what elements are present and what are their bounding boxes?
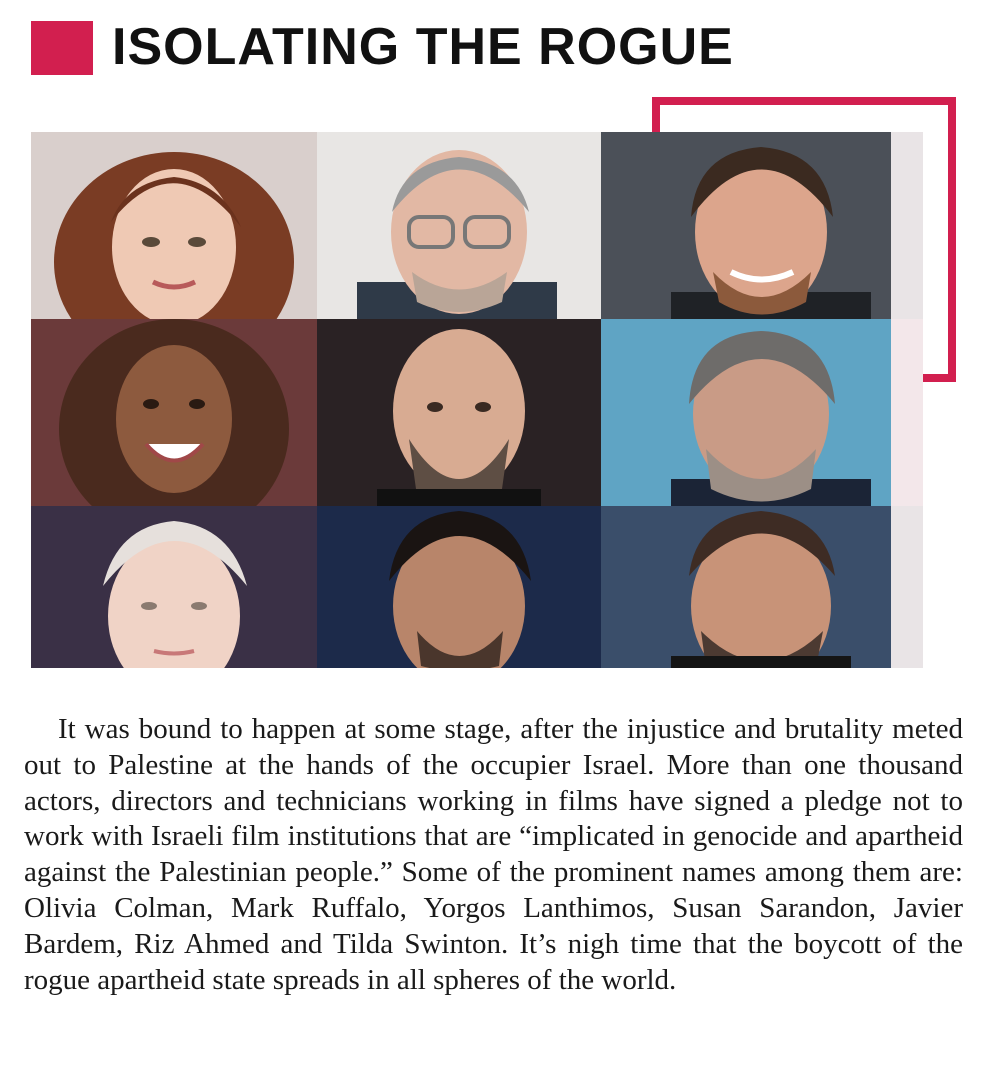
photo-collage — [31, 132, 923, 668]
portrait-photo-6 — [601, 319, 923, 506]
portrait-photo-7 — [31, 506, 317, 668]
portrait-photo-1 — [31, 132, 317, 319]
portrait-photo-9 — [601, 506, 923, 668]
article-body: It was bound to happen at some stage, after the injustice and brutality meted out to Palestine at the hands of the occupier Israel. More than one thousand actors, directors and technicians working in films have signed a pledge not to work with Israeli film institutions that are “implicated in genocide and apartheid against the Palestinian people.” Some of the prominent names among them are: Olivia Colman, Mark Ruffalo, Yorgos Lanthimos, Susan Sarandon, Javier Bardem, Riz Ahmed and Tilda Swinton. It’s nigh time that the boycott of the rogue apartheid state spreads in all spheres of the world. — [24, 713, 963, 996]
portrait-photo-2 — [317, 132, 601, 319]
portrait-photo-3 — [601, 132, 923, 319]
headline-accent-square — [31, 21, 93, 75]
portrait-photo-8 — [317, 506, 601, 668]
portrait-photo-5 — [317, 319, 601, 506]
headline: ISOLATING THE ROGUE — [112, 18, 734, 76]
portrait-photo-4 — [31, 319, 317, 506]
